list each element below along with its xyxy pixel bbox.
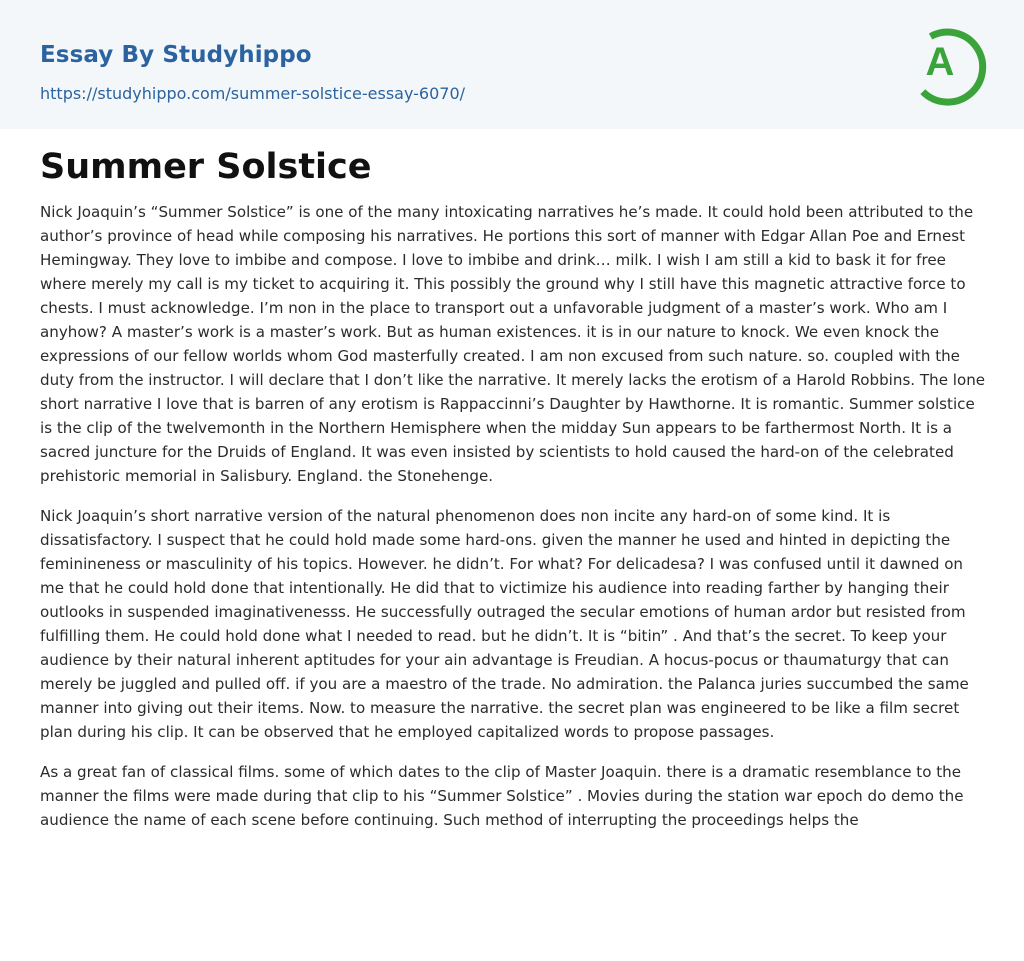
essay-body: [40, 200, 988, 848]
logo-letter: A: [925, 40, 955, 84]
page-title: Summer Solstice: [40, 147, 372, 187]
essay-paragraph: Nick Joaquin’s “Summer Solstice” is one of the many intoxicating narratives he’s made. It could hold been attributed to the author’s province of head while composing his narratives. He portions this sort of manner with Edgar Allan Poe and Ernest Hemingway. They love to imbibe and compose. I love to imbibe and drink… milk. I wish I am still a kid to bask it for free where merely my call is my ticket to acquiring it. This possibly the ground why I still have this magnetic attractive force to chests. I must acknowledge. I’m non in the place to transport out a unfavorable judgment of a master’s work. Who am I anyhow? A master’s work is a master’s work. But as human existences. it is in our nature to knock. We even knock the expressions of our fellow worlds whom God masterfully created. I am non excused from such nature. so. coupled with the duty from the instructor. I will declare that I don’t like the narrative. It merely lacks the erotism of a Harold Robbins. The lone short narrative I love that is barren of any erotism is Rappaccinni’s Daughter by Hawthorne. It is romantic. Summer solstice is the clip of the twelvemonth in the Northern Hemisphere when the midday Sun appears to be farthermost North. It is a sacred juncture for the Druids of England. It was even insisted by scientists to hold caused the hard-on of the celebrated prehistoric memorial in Salisbury. England. the Stonehenge.: [40, 203, 986, 485]
essay-url-link[interactable]: https://studyhippo.com/summer-solstice-essay-6070/: [40, 84, 466, 103]
site-brand[interactable]: Essay By Studyhippo: [40, 42, 312, 68]
logo-a-icon: [911, 18, 989, 108]
essay-paragraph: As a great fan of classical films. some of which dates to the clip of Master Joaquin. there is a dramatic resemblance to the manner the films were made during that clip to his “Summer Solstice” . Movies during the station war epoch do demo the audience the name of each scene before continuing. Such method of interrupting the proceedings helps the: [40, 763, 964, 829]
essay-paragraph: Nick Joaquin’s short narrative version of the natural phenomenon does non incite any hard-on of some kind. It is dissatisfactory. I suspect that he could hold made some hard-ons. given the manner he used and hinted in depicting the feminineness or masculinity of his topics. However. he didn’t. For what? For delicadesa? I was confused until it dawned on me that he could hold done that intentionally. He did that to victimize his audience into reading farther by hanging their outlooks in suspended imaginativenesss. He successfully outraged the secular emotions of human ardor but resisted from fulfilling them. He could hold done what I needed to read. but he didn’t. It is “bitin” . And that’s the secret. To keep your audience by their natural inherent aptitudes for your ain advantage is Freudian. A hocus-pocus or thaumaturgy that can merely be juggled and pulled off. if you are a maestro of the trade. No admiration. the Palanca juries succumbed the same manner into giving out their items. Now. to measure the narrative. the secret plan was engineered to be like a film secret plan during his clip. It can be observed that he employed capitalized words to propose passages.: [40, 507, 969, 741]
site-header: [0, 0, 1024, 129]
